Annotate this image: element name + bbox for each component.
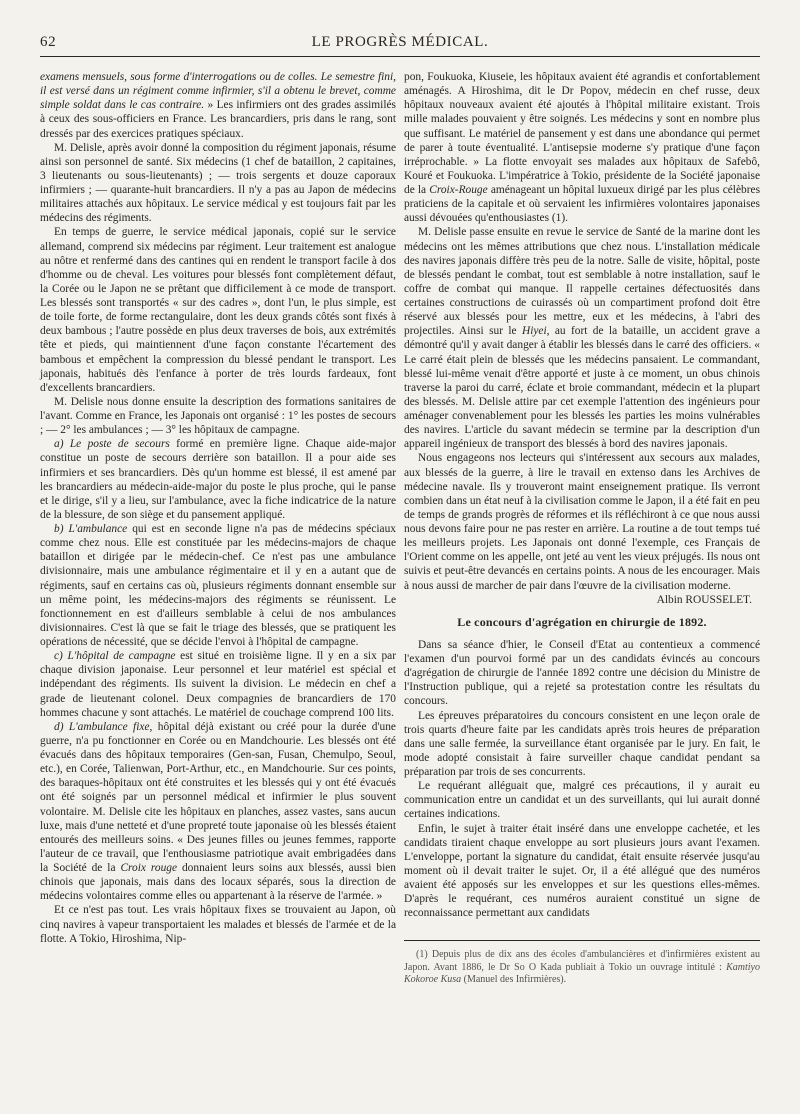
item-label: d) L': [54, 720, 78, 733]
paragraph-poste-de-secours: [40, 437, 396, 522]
text-span: qui est en seconde ligne n'a pas de médecins spéciaux comme chez nous. Elle est constituée par les médecins-majors de chaque bataillon et dirigée par le médecin-chef. Ce n'est pas une ambulance divisionnaire, mais une ambulance régimentaire et il y en a autant que de régiments, sauf en certains cas où, plusieurs régiments donnant ensemble sur un même point, les médecins-majors des régiments se réunissent. Le fonctionnement en est d'ailleurs semblable à celui de nos ambulances divisionnaires. C'est là que se fait le triage des blessés, que se pratiquent les opérations de nécessité, que se décide l'envoi à l'hôpital de campagne.: [40, 523, 396, 648]
italic-text: examens mensuels, sous forme d'interrogations ou de colles. Le semestre fini, il est versé dans un régiment comme infirmier, s'il a obtenu le brevet, comme simple soldat dans le cas contraire.: [40, 71, 396, 112]
text-span: formé en première ligne. Chaque aide-major constitue un poste de secours derrière son bataillon. Il a pour aide ses infirmiers et ses brancardiers. Dès qu'un homme est blessé, il est amené par les brancardiers au médecin-aide-major du poste le plus proche, qui le panse et le dirige, s'il y a lieu, sur l'ambulance, avec la fiche indicatrice de la nature de la blessure, de son siège et du pansement appliqué.: [40, 438, 396, 521]
text-span: donnaient leurs soins aux blessés, aussi bien chinois que japonais, mais dans des locaux séparés, sous la direction de médecins volontaires comme elles ou appartenant à la réserve de l'armée. »: [40, 862, 396, 903]
text-span: aménageant un hôpital luxueux dirigé par les plus célèbres praticiens de la capitale et où servaient les infirmières volontaires japonaises aussi dévouées qu'enthousiastes (1).: [404, 184, 760, 225]
paragraph: [404, 225, 760, 451]
item-term: ambulance: [77, 523, 128, 535]
text-span: pon, Foukuoka, Kiuseie, les hôpitaux avaient été agrandis et confortablement aménagés. A Hiroshima, dit le Dr Popov, médecin en chef russe, deux hôpitaux nouveaux avaient été ajoutés à l'hôpital militaire existant. Trois mille malades pouvaient y être soignés. Les médecins y sont en nombre plus que suffisant. Le matériel de pansement y est dans une abondance qui permet de parer à toute éventualité. L'antisepsie moderne s'y pratique d'une façon irréprochable. » La flotte envoyait ses malades aux hôpitaux de Safebô, Kouré et Foukuoka. L'impératrice à Tokio, présidente de la Société japonaise de la: [404, 71, 760, 196]
text-span: M. Delisle passe ensuite en revue le service de Santé de la marine dont les médecins ont les mêmes attributions que chez nous. L'installation médicale des navires japonais diffère très peu de la notre. Salle de visite, hôpital, poste de blessés pendant le combat, tout est semblable à notre installation, sauf le coffre de combat qui manque. Il rappelle certaines défectuosités dans certaines constructions de cuirassés où un compartiment profond doit être réservé aux blessés pour les mettre, eux et les médecins, à l'abri des projectiles. Ainsi sur le: [404, 226, 760, 338]
paragraph: [404, 70, 760, 225]
paragraph: Le requérant alléguait que, malgré ces précautions, il y aurait eu communication entre un candidat et un des surveillants, qui lui aurait donné certaines indications.: [404, 780, 760, 821]
paragraph: Nous engageons nos lecteurs qui s'intéressent aux secours aux malades, aux blessés de la guerre, à lire le travail en extenso dans les Archives de médecine navale. Ils y trouveront maint enseignement pratique. Ils verront combien dans un état neuf à la civilisation comme le Japon, il a été fait en peu de temps de grands progrès de réformes et ils réfléchiront à ce que nous aussi nous devons faire pour ne pas rester en arrière. La routine a de tout temps tué les meilleurs projets. Les Japonais ont donné l'exemple, ces Français de l'Orient comme on les appelle, ont jeté au vent les vieux préjugés. Ils nous ont suivis et peut-être devancés en certains points. A nous de les encourager. Mais à nous aussi de marcher de pair dans l'œuvre de la civilisation moderne.: [404, 452, 760, 592]
text-span: , hôpital déjà existant ou créé pour la durée d'une guerre, n'a pu fonctionner en Corée ou en Mandchourie. Les blessés ont été évacués dans des hôpitaux temporaires (Gen-san, Fusan, Chemulpo, Seoul, etc.), en Corée, Talienwan, Port-Arthur, etc., en Mandchourie. Sur ces points, des baraques-hôpitaux ont été construites et les blessés qui y ont été évacués ont été soignés par un personnel médical et infirmier le plus souvent volontaire. M. Delisle cite les hôpitaux en planches, assez vastes, sans aucun luxe, mais d'une netteté et d'une propreté toute japonaise où les blessés étaient entourés des meilleurs soins. « Des jeunes filles ou jeunes femmes, rapporte l'auteur de ce travail, que l'enthousiasme patriotique avait embrigadées dans la Société de la: [40, 720, 396, 874]
text-span: » Les infirmiers ont des grades assimilés à ceux des sous-officiers en France. Les brancardiers, pris dans le rang, sont dressés par des exercices pratiques spéciaux.: [40, 99, 396, 140]
item-term: poste de secours: [87, 438, 170, 451]
paragraph-ambulance-fixe: [40, 720, 396, 904]
item-term: Croix rouge: [120, 862, 178, 874]
paragraph: Et ce n'est pas tout. Les vrais hôpitaux fixes se trouvaient au Japon, où cinq navires à vapeur transportaient les malades et blessés de l'armée et de la flotte. A Tokio, Hiroshima, Nip-: [40, 904, 396, 945]
article-heading: Le concours d'agrégation en chirurgie de 1892.: [457, 614, 707, 629]
text-span: est situé en troisième ligne. Il y en a six par chaque division japonaise. Leur personnel et leur matériel est spécial et indépendant des régiments. Ils suivent la division. Le médecin en chef a grade de lieutenant colonel. Deux compagnies de brancardiers de 170 hommes chacune y sont attachés. Le matériel de couchage comprend 100 lits.: [40, 650, 397, 719]
paragraph: M. Delisle nous donne ensuite la description des formations sanitaires de l'avant. Comme en France, les Japonais ont organisé : 1° les postes de secours ; — 2° les ambulances ; — 3° les hôpitaux de campagne.: [40, 395, 396, 437]
italic-text: Hiyei: [521, 325, 547, 338]
item-term: ambulance fixe: [77, 720, 150, 733]
paragraph: M. Delisle, après avoir donné la composition du régiment japonais, résume ainsi son personnel de santé. Six médecins (1 chef de bataillon, 2 capitaines, 3 lieutenants ou sous-lieutenants) ; — trois sergents et douze caporaux infirmiers ; — quarante-huit brancardiers. Il n'y a pas au Japon de médecins militaires attachés aux hôpitaux. Le service médical y est toujours fait par les médecins des régiments.: [40, 141, 396, 225]
left-column: [40, 70, 396, 946]
paragraph: Enfin, le sujet à traiter était inséré dans une enveloppe cachetée, et les candidats tiraient chaque enveloppe au sort plusieurs jours avant l'examen. L'enveloppe, portant la signature du candidat, était ensuite réservée jusqu'au moment où il devait traiter le sujet. Or, il a été allégué que des numéros avaient été apposés sur les enveloppes et sur les questions elles-mêmes. D'après le requérant, ces numéros auraient constitué un signe de reconnaissance permettant aux candidats: [404, 822, 760, 920]
item-label: c) L': [54, 650, 77, 663]
footnote-text: (Manuel des Infirmières).: [463, 974, 567, 986]
paragraph: Les épreuves préparatoires du concours consistent en une leçon orale de trois quarts d'heure faite par les candidats après trois heures de préparation dans une salle fermée, la surveillance étant organisée par le jury. En fait, le mode adopté consistait à faire surveiller chaque candidat pendant sa préparation par trois de ses concurrents.: [404, 709, 760, 778]
paragraph: En temps de guerre, le service médical japonais, copié sur le service allemand, comprend six médecins par régiment. Leur traitement est analogue au nôtre et renfermé dans des cantines qui en rendent le transport facile à dos d'homme ou de cheval. Les voitures pour blessés font complètement défaut, la Corée ou le Japon ne se prêtant que difficilement à ce mode de transport. Les blessés sont transportés « sur des cadres », dont l'un, le plus simple, est de toile forte, de forme rectangulaire, dont les deux grands côtés sont fixés à deux bambous ; l'autre possède en plus deux traverses de bois, aux extrémités tête et pieds, qui maintiennent d'une façon constante l'écartement des bambous et empêchent la compression du blessé pendant le transport. Les japonais, habitués dès l'enfance à porter de très lourds fardeaux, font d'excellents brancardiers.: [40, 226, 396, 394]
journal-title: LE PROGRÈS MÉDICAL.: [311, 34, 489, 50]
item-label: a) Le: [54, 438, 82, 451]
footnote-text: (1) Depuis plus de dix ans des écoles d'ambulancières et d'infirmières existent au Japon. Avant 1886, le Dr So O Kada publiait à Tokio un ouvrage intitulé :: [404, 949, 760, 973]
item-term: hôpital de campagne: [76, 650, 176, 663]
paragraph: Dans sa séance d'hier, le Conseil d'Etat au contentieux a commencé l'examen d'un pourvoi formé par un des candidats évincés au concours d'agrégation de chirurgie de l'année 1892 contre une décision du Ministre de l'Instruction publique, qui a rejeté sa protestation contre les résultats du concours.: [404, 638, 760, 708]
footnote: [404, 940, 760, 986]
footnote-title: Kamtiyo Kokoroe Kusa: [404, 961, 760, 986]
paragraph: [40, 70, 396, 141]
page-header: [40, 30, 760, 57]
page-number: 62: [40, 34, 57, 50]
italic-text: Croix-Rouge: [429, 184, 488, 196]
item-label: b) L': [54, 523, 78, 535]
text-span: , au fort de la bataille, un accident grave a démontré qu'il y avait danger à établir les blessés dans le carré des officiers. « Le carré était plein de blessés que les médecins pansaient. Le commandant, blessé lui-même venait d'être apporté et juste à ce moment, un obus chinois traverse la paroi du carré, éclate et broie commandant, médecin et la plupart des blessés. M. Delisle attire par cet exemple l'attention des ingénieurs pour aménager convenablement pour les blessés les parties les moins vulnérables des navires. L'article du savant médecin se termine par la description d'un appareil ingénieux de transport des blessés à bord des navires japonais.: [404, 325, 761, 451]
author-signature: Albin ROUSSELET.: [656, 593, 752, 606]
right-column: [404, 70, 760, 987]
paragraph-ambulance: [40, 522, 396, 649]
paragraph-hopital-de-campagne: [40, 649, 396, 720]
